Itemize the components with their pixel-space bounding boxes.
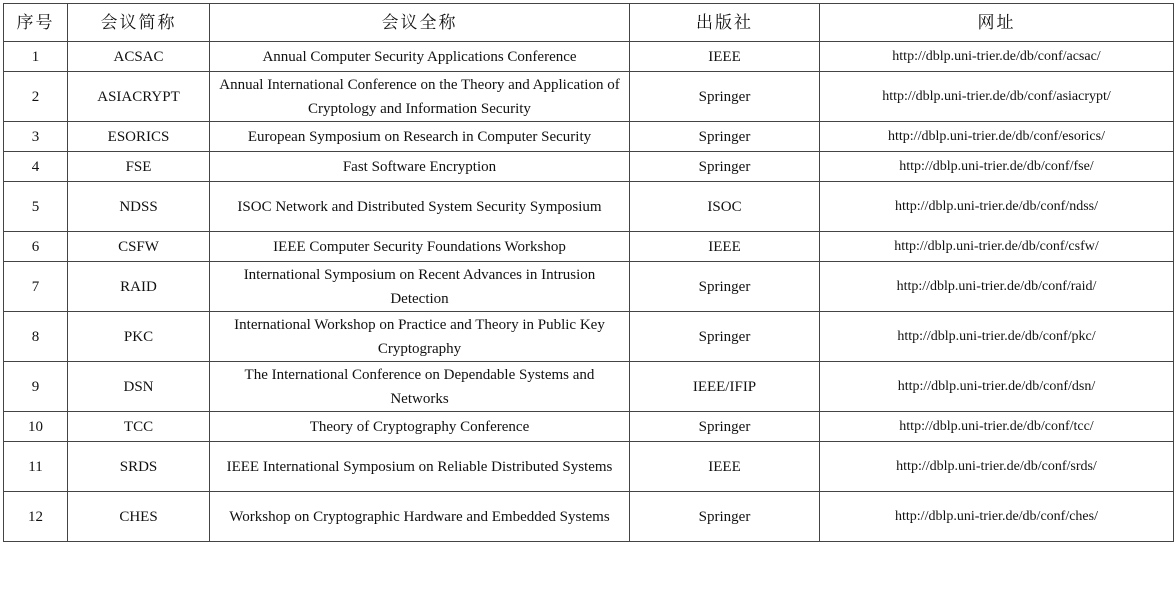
table-row [4,442,1174,492]
cell-full-name: European Symposium on Research in Computer Security [210,122,630,152]
table-body [4,42,1174,542]
cell-publisher: Springer [630,72,820,122]
cell-url: http://dblp.uni-trier.de/db/conf/tcc/ [820,412,1174,442]
cell-index: 5 [4,182,68,232]
cell-url: http://dblp.uni-trier.de/db/conf/raid/ [820,262,1174,312]
cell-abbreviation: ESORICS [68,122,210,152]
cell-full-name: International Workshop on Practice and Theory in Public Key Cryptography [210,312,630,362]
cell-publisher: Springer [630,152,820,182]
cell-abbreviation: ASIACRYPT [68,72,210,122]
cell-url: http://dblp.uni-trier.de/db/conf/ches/ [820,492,1174,542]
cell-publisher: IEEE [630,442,820,492]
table-row [4,122,1174,152]
cell-abbreviation: FSE [68,152,210,182]
header-abbreviation: 会议简称 [68,4,210,42]
cell-abbreviation: ACSAC [68,42,210,72]
cell-full-name: Annual International Conference on the Theory and Application of Cryptology and Information Security [210,72,630,122]
cell-index: 10 [4,412,68,442]
cell-index: 4 [4,152,68,182]
table-row [4,262,1174,312]
cell-publisher: Springer [630,492,820,542]
cell-full-name: Workshop on Cryptographic Hardware and Embedded Systems [210,492,630,542]
table-row [4,152,1174,182]
cell-abbreviation: DSN [68,362,210,412]
cell-publisher: Springer [630,312,820,362]
cell-url: http://dblp.uni-trier.de/db/conf/pkc/ [820,312,1174,362]
cell-url: http://dblp.uni-trier.de/db/conf/fse/ [820,152,1174,182]
cell-url: http://dblp.uni-trier.de/db/conf/dsn/ [820,362,1174,412]
cell-publisher: Springer [630,122,820,152]
cell-full-name: Theory of Cryptography Conference [210,412,630,442]
cell-index: 9 [4,362,68,412]
table-row [4,362,1174,412]
cell-index: 1 [4,42,68,72]
cell-full-name: Annual Computer Security Applications Conference [210,42,630,72]
cell-abbreviation: CHES [68,492,210,542]
cell-url: http://dblp.uni-trier.de/db/conf/esorics/ [820,122,1174,152]
header-index: 序号 [4,4,68,42]
table-row [4,492,1174,542]
header-publisher: 出版社 [630,4,820,42]
table-row [4,312,1174,362]
cell-index: 7 [4,262,68,312]
cell-index: 6 [4,232,68,262]
cell-publisher: IEEE [630,42,820,72]
cell-publisher: ISOC [630,182,820,232]
cell-index: 11 [4,442,68,492]
cell-index: 3 [4,122,68,152]
cell-abbreviation: TCC [68,412,210,442]
cell-index: 8 [4,312,68,362]
table-row [4,232,1174,262]
header-full-name: 会议全称 [210,4,630,42]
cell-publisher: Springer [630,412,820,442]
cell-url: http://dblp.uni-trier.de/db/conf/acsac/ [820,42,1174,72]
conference-table-container [3,3,1173,542]
cell-url: http://dblp.uni-trier.de/db/conf/srds/ [820,442,1174,492]
cell-index: 12 [4,492,68,542]
table-row [4,412,1174,442]
cell-full-name: Fast Software Encryption [210,152,630,182]
cell-full-name: International Symposium on Recent Advances in Intrusion Detection [210,262,630,312]
cell-full-name: IEEE International Symposium on Reliable Distributed Systems [210,442,630,492]
conference-table [3,3,1174,542]
cell-abbreviation: CSFW [68,232,210,262]
cell-index: 2 [4,72,68,122]
cell-abbreviation: NDSS [68,182,210,232]
cell-url: http://dblp.uni-trier.de/db/conf/csfw/ [820,232,1174,262]
table-row [4,72,1174,122]
table-header-row [4,4,1174,42]
cell-full-name: The International Conference on Dependable Systems and Networks [210,362,630,412]
table-row [4,182,1174,232]
cell-url: http://dblp.uni-trier.de/db/conf/asiacrypt/ [820,72,1174,122]
cell-abbreviation: RAID [68,262,210,312]
cell-full-name: IEEE Computer Security Foundations Workshop [210,232,630,262]
cell-publisher: IEEE/IFIP [630,362,820,412]
table-row [4,42,1174,72]
cell-url: http://dblp.uni-trier.de/db/conf/ndss/ [820,182,1174,232]
cell-full-name: ISOC Network and Distributed System Security Symposium [210,182,630,232]
cell-abbreviation: PKC [68,312,210,362]
cell-publisher: IEEE [630,232,820,262]
header-url: 网址 [820,4,1174,42]
cell-abbreviation: SRDS [68,442,210,492]
cell-publisher: Springer [630,262,820,312]
